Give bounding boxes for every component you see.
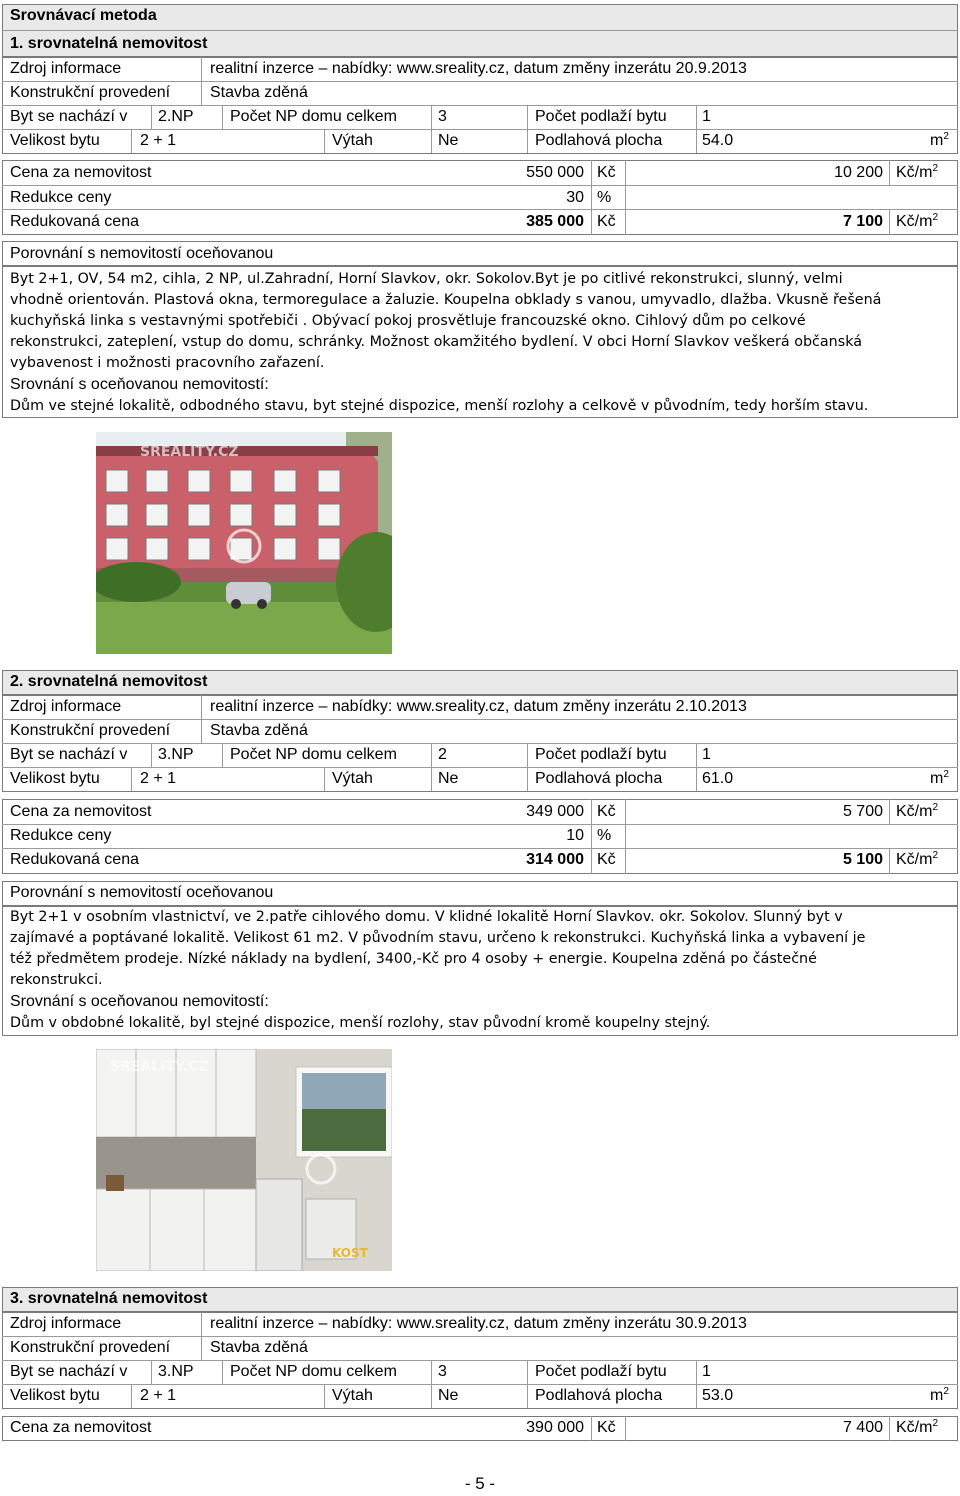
label-elevator: Výtah: [332, 1387, 373, 1404]
currency: Kč: [597, 1419, 616, 1436]
label-area: Podlahová plocha: [535, 770, 663, 787]
property-1-elevator: Ne: [438, 132, 459, 149]
label-elevator: Výtah: [332, 132, 373, 149]
property-1-floor: 2.NP: [158, 108, 194, 125]
label-floors-flat: Počet podlaží bytu: [535, 108, 667, 125]
method-title: Srovnávací metoda: [10, 7, 157, 24]
property-1-construction: Stavba zděná: [210, 84, 308, 101]
label-area: Podlahová plocha: [535, 1387, 663, 1404]
property-1-price-m2: 10 200: [834, 164, 883, 181]
currency: Kč: [597, 803, 616, 820]
currency: Kč: [597, 213, 616, 230]
property-2-reduction: 10: [566, 827, 584, 844]
label-reduced-price: Redukovaná cena: [10, 851, 139, 868]
label-comparison: Porovnání s nemovitostí oceňovanou: [10, 245, 274, 262]
label-size: Velikost bytu: [10, 1387, 100, 1404]
label-reduced-price: Redukovaná cena: [10, 213, 139, 230]
label-source: Zdroj informace: [10, 60, 122, 77]
property-3-elevator: Ne: [438, 1387, 459, 1404]
currency: Kč: [597, 851, 616, 868]
currency-m2: $Kč/m^2$: [896, 212, 939, 230]
label-price: Cena za nemovitost: [10, 803, 152, 820]
area-unit: $m^2$: [930, 131, 949, 149]
property-1-photo: [96, 432, 392, 654]
property-1-reduced-price-m2: 7 100: [842, 213, 883, 230]
property-2-construction: Stavba zděná: [210, 722, 308, 739]
property-2-floors-total: 2: [438, 746, 447, 763]
property-2-floor: 3.NP: [158, 746, 194, 763]
property-2-reduced-price-m2: 5 100: [842, 851, 883, 868]
label-floors-flat: Počet podlaží bytu: [535, 746, 667, 763]
currency-m2: $Kč/m^2$: [896, 802, 939, 820]
property-2-price-m2: 5 700: [842, 803, 883, 820]
property-1-description: Byt 2+1, OV, 54 m2, cihla, 2 NP, ul.Zahradní, Horní Slavkov, okr. Sokolov.Byt je po citlivé rekonstrukci, slunný, velmi vhodně orientován. Plastová okna, termoregulace a žaluzie. Koupelna obklady s vanou, umyvadlo, dlažba. Vkusně řešená kuchyňská linka s vestavnými spotřebiči . Obývací pokoj prosvětluje francouzské okno. Cihlový dům po celkové rekonstrukci, zateplení, vstup do domu, schránky. Možnost okamžitého bydlení. V obci Horní Slavkov veškerá občanská vybavenost i možnosti pracovního zařazení.: [10, 271, 882, 371]
property-3-construction: Stavba zděná: [210, 1339, 308, 1356]
property-3-price-m2: 7 400: [842, 1419, 883, 1436]
property-2-price: 349 000: [526, 803, 584, 820]
currency-m2: $Kč/m^2$: [896, 850, 939, 868]
area-unit: $m^2$: [930, 1386, 949, 1404]
property-2-photo: [96, 1049, 392, 1271]
property-3-price: 390 000: [526, 1419, 584, 1436]
label-construction: Konstrukční provedení: [10, 1339, 171, 1356]
property-2-area: 61.0: [702, 770, 734, 787]
currency: Kč: [597, 164, 616, 181]
property-3-floors-flat: 1: [702, 1363, 711, 1380]
label-elevator: Výtah: [332, 770, 373, 787]
property-3-source: realitní inzerce – nabídky: www.sreality.cz, datum změny inzerátu 30.9.2013: [210, 1315, 747, 1332]
label-price: Cena za nemovitost: [10, 164, 152, 181]
property-3-area: 53.0: [702, 1387, 734, 1404]
property-3-floors-total: 3: [438, 1363, 447, 1380]
currency-m2: $Kč/m^2$: [896, 163, 939, 181]
label-floors-total: Počet NP domu celkem: [230, 1363, 397, 1380]
page-number: - 5 -: [464, 1474, 496, 1493]
property-1-reduced-price: 385 000: [526, 213, 584, 230]
label-comparison-sub: Srovnání s oceňovanou nemovitostí:: [10, 376, 269, 393]
area-unit: $m^2$: [930, 769, 949, 787]
label-area: Podlahová plocha: [535, 132, 663, 149]
property-1-title: 1. srovnatelná nemovitost: [10, 35, 208, 52]
property-2-comparison-text: Dům v obdobné lokalitě, byl stejné dispozice, menší rozlohy, stav původní kromě koupelny stejný.: [10, 1015, 711, 1031]
currency-m2: $Kč/m^2$: [896, 1418, 939, 1436]
property-1-source: realitní inzerce – nabídky: www.sreality.cz, datum změny inzerátu 20.9.2013: [210, 60, 747, 77]
property-3-title: 3. srovnatelná nemovitost: [10, 1290, 208, 1307]
property-3-floor: 3.NP: [158, 1363, 194, 1380]
label-source: Zdroj informace: [10, 1315, 122, 1332]
property-1-area: 54.0: [702, 132, 734, 149]
property-2-title: 2. srovnatelná nemovitost: [10, 673, 208, 690]
property-1-comparison-text: Dům ve stejné lokalitě, odbodného stavu, byt stejné dispozice, menší rozlohy a celkově v původním, tedy horším stavu.: [10, 398, 869, 414]
property-1-price: 550 000: [526, 164, 584, 181]
label-comparison: Porovnání s nemovitostí oceňovanou: [10, 884, 274, 901]
svg-text:SREALITY.CZ: SREALITY.CZ: [110, 1059, 209, 1075]
label-size: Velikost bytu: [10, 132, 100, 149]
property-1-floors-total: 3: [438, 108, 447, 125]
label-reduction: Redukce ceny: [10, 189, 112, 206]
label-floors-total: Počet NP domu celkem: [230, 746, 397, 763]
label-price: Cena za nemovitost: [10, 1419, 152, 1436]
label-floors-flat: Počet podlaží bytu: [535, 1363, 667, 1380]
svg-text:SREALITY.CZ: SREALITY.CZ: [140, 444, 239, 460]
label-floor: Byt se nachází v: [10, 746, 128, 763]
property-2-size: 2 + 1: [140, 770, 177, 787]
label-construction: Konstrukční provedení: [10, 84, 171, 101]
label-comparison-sub: Srovnání s oceňovanou nemovitostí:: [10, 993, 269, 1010]
svg-text:KOST: KOST: [332, 1246, 368, 1260]
label-floor: Byt se nachází v: [10, 1363, 128, 1380]
label-size: Velikost bytu: [10, 770, 100, 787]
label-construction: Konstrukční provedení: [10, 722, 171, 739]
label-floor: Byt se nachází v: [10, 108, 128, 125]
property-2-source: realitní inzerce – nabídky: www.sreality.cz, datum změny inzerátu 2.10.2013: [210, 698, 747, 715]
property-2-floors-flat: 1: [702, 746, 711, 763]
property-2-description: Byt 2+1 v osobním vlastnictví, ve 2.patře cihlového domu. V klidné lokalitě Horní Slavkov. okr. Sokolov. Slunný byt v zajímavé a poptávané lokalitě. Velikost 61 m2. V původním stavu, určeno k rekonstrukci. Kuchyňská linka a vybavení je též předmětem prodeje. Nízké náklady na bydlení, 3400,-Kč pro 4 osoby + energie. Koupelna zděná po částečné rekonstrukci.: [10, 909, 866, 988]
property-1-floors-flat: 1: [702, 108, 711, 125]
label-reduction: Redukce ceny: [10, 827, 112, 844]
label-floors-total: Počet NP domu celkem: [230, 108, 397, 125]
percent: %: [597, 827, 612, 844]
property-1-size: 2 + 1: [140, 132, 177, 149]
property-3-size: 2 + 1: [140, 1387, 177, 1404]
label-source: Zdroj informace: [10, 698, 122, 715]
percent: %: [597, 189, 612, 206]
property-2-elevator: Ne: [438, 770, 459, 787]
property-1-reduction: 30: [566, 189, 584, 206]
property-2-reduced-price: 314 000: [526, 851, 584, 868]
